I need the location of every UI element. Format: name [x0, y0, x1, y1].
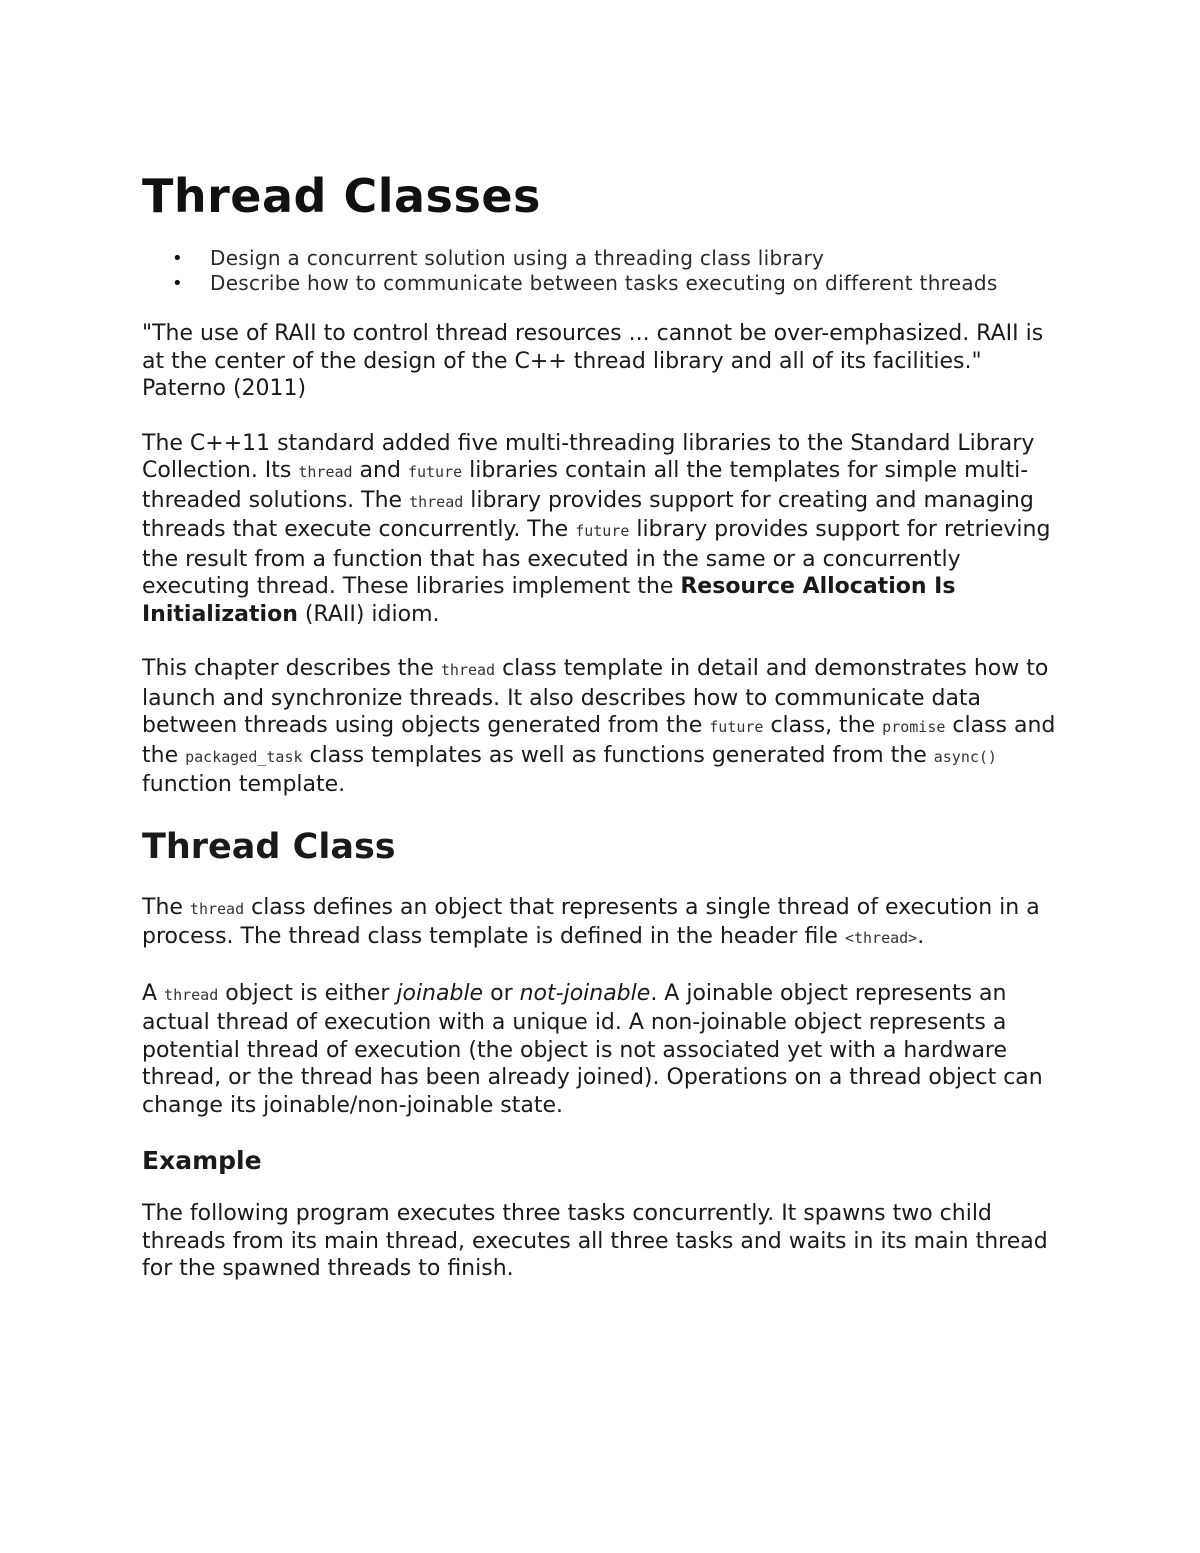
italic-term-joinable: joinable: [396, 980, 484, 1006]
code-future: future: [709, 718, 764, 736]
text-run: The C++11 standard added five multi-threading libraries to the Standard Library Collection. Its: [142, 430, 1035, 483]
code-async: async(): [933, 747, 997, 766]
chapter-paragraph: [142, 655, 1072, 799]
text-run: This chapter describes the: [142, 656, 441, 681]
code-header-thread: <thread>: [844, 929, 918, 947]
text-run: function template.: [142, 772, 346, 797]
document-page: [142, 168, 1072, 1310]
objective-item: [172, 246, 1072, 271]
text-run: or: [483, 980, 520, 1006]
text-run: . A joinable object represents an actual thread of execution with a unique id. A non-joinable object represents a potential thread of execution (the object is not associated yet with a hardware thread, or the thread has been already joined). Operations on a thread object can change its joinable/non-joinable state.: [142, 980, 1043, 1118]
text-run: class templates as well as functions generated from the: [302, 742, 934, 768]
bullet-icon: •: [172, 248, 183, 269]
objectives-list: [142, 246, 1072, 296]
objective-text: Design a concurrent solution using a threading class library: [210, 246, 825, 270]
bullet-icon: •: [172, 273, 183, 294]
code-packaged-task: packaged_task: [185, 747, 303, 766]
code-thread: thread: [409, 492, 464, 511]
example-paragraph: The following program executes three tasks concurrently. It spawns two child threads from its main thread, executes all three tasks and waits in its main thread for the spawned threads to finish.: [142, 1201, 1048, 1281]
code-promise: promise: [882, 718, 946, 736]
code-thread: thread: [440, 661, 496, 679]
text-run: class defines an object that represents a single thread of execution in a process. The thread class template is defined in the header file: [142, 894, 1040, 949]
text-run: class template in detail and demonstrates how to launch and synchronize threads. It also describes how to communicate data between threads using objects generated from the: [142, 656, 1049, 738]
code-thread: thread: [164, 985, 219, 1004]
quote-paragraph: "The use of RAII to control thread resources ... cannot be over-emphasized. RAII is at the center of the design of the C++ thread library and all of its facilities." Paterno (2011): [142, 321, 1044, 401]
text-run: libraries contain all the templates for simple multi-threaded solutions. The: [142, 458, 1029, 513]
code-future: future: [407, 463, 463, 481]
text-run: A: [142, 980, 165, 1006]
text-run: library provides support for creating and managing threads that execute concurrently. The: [142, 487, 1034, 542]
code-thread: thread: [298, 463, 353, 481]
text-run: class, the: [763, 713, 883, 738]
text-run: library provides support for retrieving the result from a function that has executed in the same or a concurrently executing thread. These libraries implement the: [142, 517, 1051, 599]
text-run: object is either: [218, 980, 397, 1006]
joinable-paragraph: [142, 980, 1072, 1120]
text-run: (RAII) idiom.: [297, 601, 440, 627]
text-run: The: [142, 894, 190, 920]
subsection-heading-example: Example: [142, 1146, 262, 1175]
thread-class-paragraph: [142, 894, 1072, 953]
objective-item: [172, 271, 1072, 296]
section-heading-thread-class: Thread Class: [142, 826, 396, 867]
text-run: class and the: [142, 713, 1056, 768]
bold-term-raii: Resource Allocation Is Initialization: [142, 574, 956, 627]
text-run: and: [352, 458, 408, 483]
code-thread: thread: [189, 899, 245, 918]
objective-text: Describe how to communicate between tasks executing on different threads: [210, 271, 998, 295]
text-run: .: [917, 924, 925, 949]
italic-term-not-joinable: not-joinable: [519, 980, 651, 1006]
page-title: Thread Classes: [142, 169, 541, 223]
code-future: future: [575, 522, 630, 540]
intro-paragraph: [142, 430, 1072, 629]
